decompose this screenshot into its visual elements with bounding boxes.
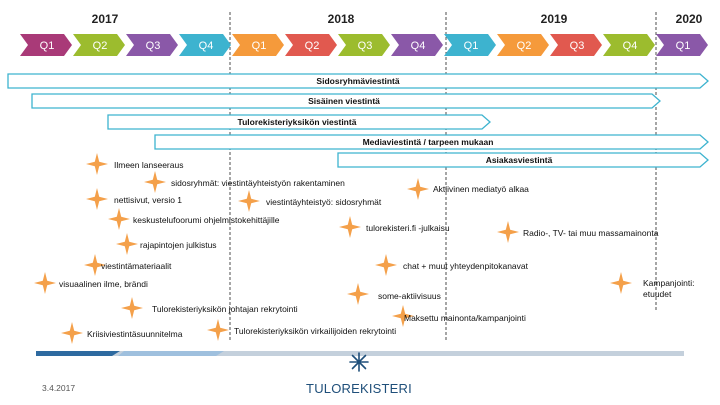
quarter-label: Q2 [516, 40, 532, 52]
milestone-label: Kriisiviestintäsuunnitelma [87, 329, 183, 339]
milestone-star-icon [497, 221, 519, 243]
milestone-label: Aktiivinen mediatyö alkaa [433, 184, 529, 194]
year-labels [92, 12, 703, 26]
milestone-label: nettisivut, versio 1 [114, 195, 183, 205]
milestone-star-icon [347, 283, 369, 305]
milestone-label: Radio-, TV- tai muu massamainonta [523, 228, 659, 238]
milestone-star-icon [407, 178, 429, 200]
milestone-star-icon [61, 322, 83, 344]
quarter-label: Q3 [569, 40, 585, 52]
footer-band-accent [36, 351, 120, 356]
milestone-label: tulorekisteri.fi -julkaisu [366, 223, 450, 233]
milestone-star-icon [108, 208, 130, 230]
quarter-label: Q4 [198, 40, 214, 52]
milestone-star-icon [339, 216, 361, 238]
milestone-star-icon [375, 254, 397, 276]
footer-date: 3.4.2017 [42, 383, 76, 393]
milestone-label: keskustelufoorumi ohjelmistokehittäjille [133, 215, 280, 225]
quarter-label: Q1 [39, 40, 55, 52]
milestone-label: Ilmeen lanseeraus [114, 160, 184, 170]
milestone-label: rajapintojen julkistus [140, 240, 217, 250]
milestone-label: visuaalinen ilme, brändi [59, 279, 148, 289]
milestone-star-icon [116, 233, 138, 255]
milestone-label: Maksettu mainonta/kampanjointi [404, 313, 526, 323]
milestone-label: Tulorekisteriyksikön johtajan rekrytointi [152, 304, 298, 314]
milestone-star-icon [610, 272, 632, 294]
quarter-label: Q2 [92, 40, 108, 52]
quarter-label: Q4 [410, 40, 426, 52]
activity-bars [8, 74, 708, 167]
milestone-star-icon [86, 153, 108, 175]
milestone-star-icon [238, 190, 260, 212]
milestone-star-icon [144, 171, 166, 193]
year-label-2017: 2017 [91, 12, 119, 26]
quarter-label: Q1 [251, 40, 267, 52]
logo-text: TULOREKISTERI [306, 381, 412, 396]
footer-band-accent [118, 351, 224, 356]
year-dividers [230, 12, 656, 340]
milestone-label: Kampanjointi: [643, 278, 695, 288]
milestone-label: some-aktiivisuus [378, 291, 441, 301]
quarter-label: Q1 [675, 40, 691, 52]
bar-label-asiakasviestinta: Asiakasviestintä [485, 155, 553, 165]
year-label-2020: 2020 [675, 12, 703, 26]
bar-label-tulorekisteriyksikon-viestinta: Tulorekisteriyksikön viestintä [237, 117, 357, 127]
year-label-2019: 2019 [540, 12, 568, 26]
quarter-label: Q3 [145, 40, 161, 52]
quarter-label: Q2 [304, 40, 320, 52]
milestone-star-icon [207, 319, 229, 341]
quarter-label: Q4 [622, 40, 638, 52]
milestone-star-icon [86, 188, 108, 210]
bar-label-sidosryhmaviestinta: Sidosryhmäviestintä [316, 76, 400, 86]
milestone-star-icon [34, 272, 56, 294]
quarter-label: Q1 [463, 40, 479, 52]
footer [36, 351, 684, 396]
milestone-label: sidosryhmät: viestintäyhteistyön rakentaminen [171, 178, 345, 188]
milestone-star-icon [121, 297, 143, 319]
milestone-label: chat + muut yhteydenpitokanavat [403, 261, 528, 271]
tulorekisteri-logo-icon [350, 353, 368, 371]
bar-label-sisainen-viestinta: Sisäinen viestintä [308, 96, 380, 106]
year-label-2018: 2018 [327, 12, 355, 26]
bar-label-mediaviestinta: Mediaviestintä / tarpeen mukaan [362, 137, 494, 147]
quarter-label: Q3 [357, 40, 373, 52]
milestone-label: etuudet [643, 289, 672, 299]
milestone-label: viestintäyhteistyö: sidosryhmät [266, 197, 382, 207]
milestone-label: viestintämateriaalit [101, 261, 172, 271]
milestone-label: Tulorekisteriyksikön virkailijoiden rekrytointi [234, 326, 397, 336]
quarter-chevrons [20, 34, 708, 56]
